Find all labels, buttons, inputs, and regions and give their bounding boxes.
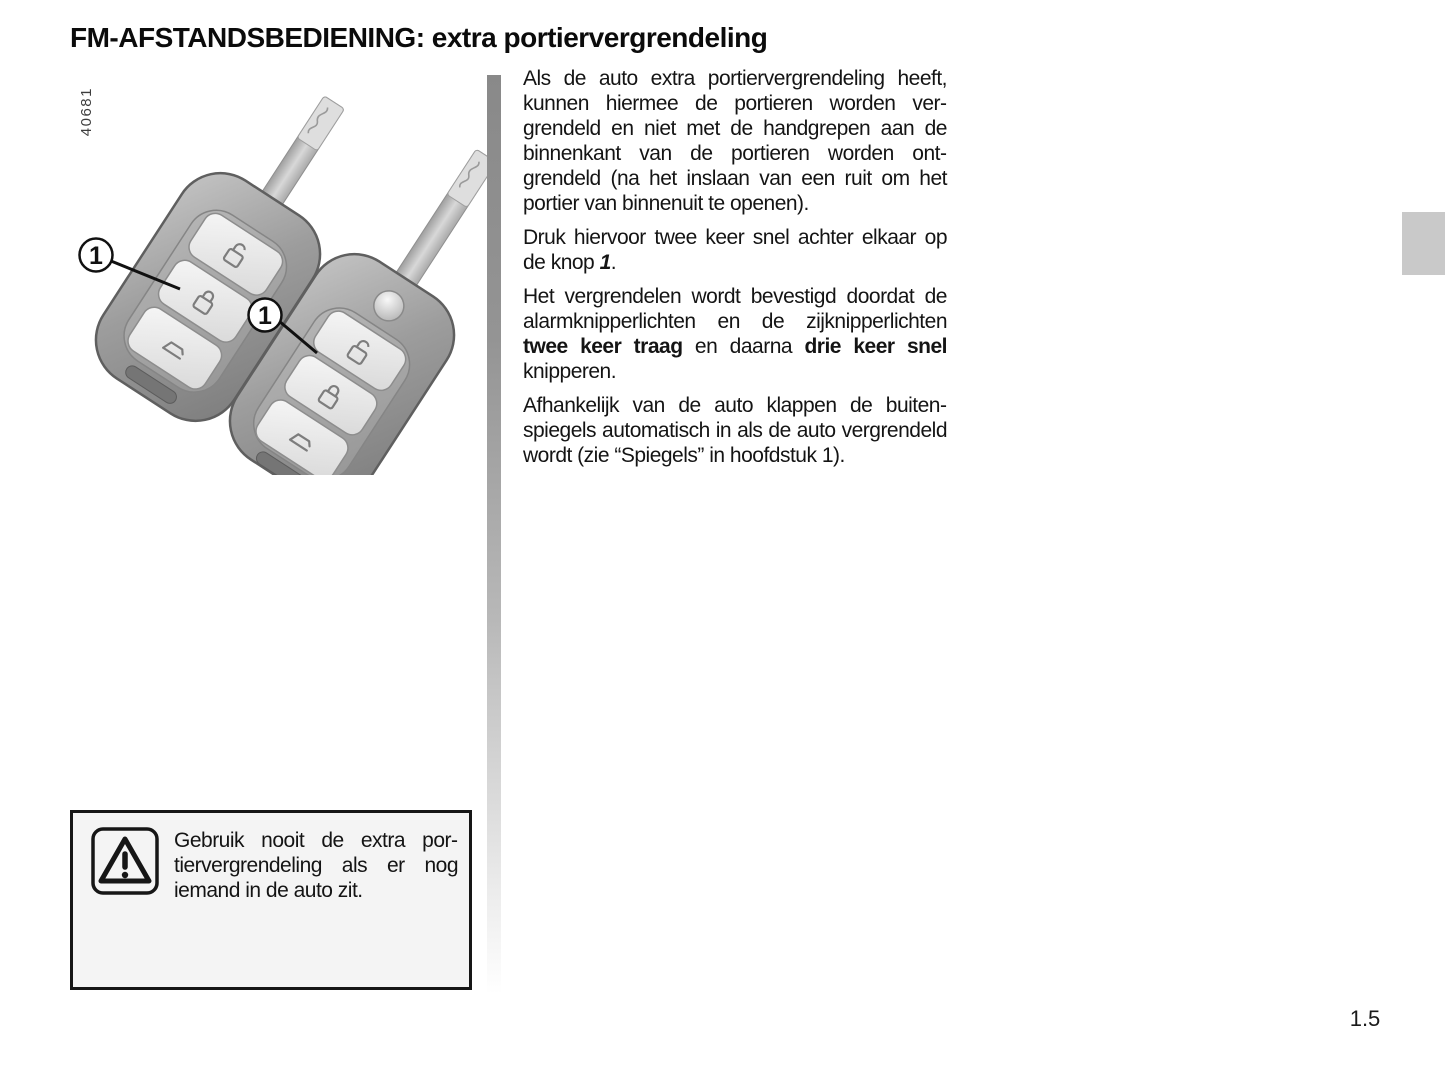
warning-text: Gebruik nooit de extra portiervergrendeling als er nog iemand in de auto zit. — [174, 829, 458, 902]
paragraph: Als de auto extra portiervergrendeling heeft, kunnen hiermee de portieren worden vergrendeld en niet met de handgrepen aan de binnenkant van de portieren worden ontgrendeld (na het inslaan van een ruit om het portier van binnenuit te openen). — [523, 67, 947, 215]
warning-triangle-icon — [90, 826, 160, 896]
key-blade — [393, 149, 490, 290]
callout-label: 1 — [258, 302, 272, 330]
callout-label: 1 — [89, 242, 103, 270]
warning-box — [70, 810, 472, 990]
paragraph: Druk hiervoor twee keer snel achter elkaar op de knop 1. — [523, 226, 947, 274]
remote-keys-drawing — [70, 75, 490, 475]
paragraph: Afhankelijk van de auto klappen de buitenspiegels automatisch in als de auto vergrendeld wordt (zie “Spiegels” in hoofdstuk 1). — [523, 394, 947, 467]
page-title: FM-AFSTANDSBEDIENING: extra portiervergrendeling — [70, 22, 768, 53]
paragraph: Het vergrendelen wordt bevestigd doordat de alarmknipperlichten en de zijknipperlichten twee keer traag en daarna drie keer snel knipperen. — [523, 285, 947, 383]
body-text — [523, 66, 947, 477]
chapter-edge-tab — [1402, 212, 1445, 275]
key-illustration — [70, 75, 490, 475]
figure-number: 40681 — [78, 87, 95, 137]
section-divider — [487, 75, 501, 1013]
page-number: 1.5 — [1349, 1006, 1381, 1031]
